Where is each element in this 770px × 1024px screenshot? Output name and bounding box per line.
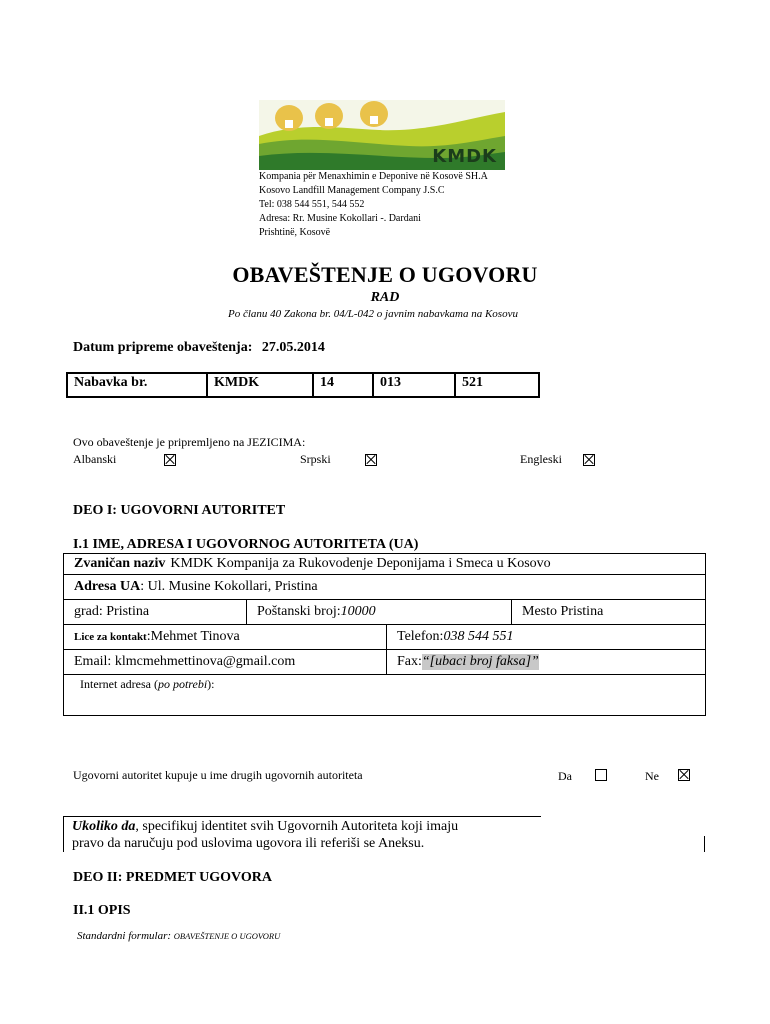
- contact-person-value: :Mehmet Tinova: [146, 629, 240, 644]
- email-fax-row: [64, 650, 705, 675]
- language-english-label: Engleski: [520, 452, 562, 466]
- box-right-border: [704, 836, 705, 852]
- box-left-border: [63, 816, 64, 852]
- procurement-number-label: Nabavka br.: [68, 374, 208, 396]
- other-authorities-line-2: pravo da naručuju pod uslovima ugovora ili referiši se Aneksu.: [72, 836, 425, 851]
- internet-address-label: Internet adresa (: [80, 677, 158, 691]
- behalf-no-checkbox[interactable]: [678, 769, 690, 781]
- procurement-number-part-4[interactable]: 521: [462, 375, 483, 390]
- behalf-question: Ugovorni autoritet kupuje u ime drugih ugovornih autoriteta: [73, 768, 363, 782]
- preparation-date-value: 27.05.2014: [261, 340, 325, 355]
- company-line-name-en: Kosovo Landfill Management Company J.S.C: [259, 185, 445, 196]
- procurement-number-part-2[interactable]: 14: [314, 374, 374, 396]
- language-albanian-checkbox[interactable]: [164, 454, 176, 466]
- fax-field[interactable]: [387, 650, 705, 674]
- address-value: : Ul. Musine Kokollari, Pristina: [140, 579, 318, 594]
- behalf-yes-checkbox[interactable]: [595, 769, 607, 781]
- part-2-heading: DEO II: PREDMET UGOVORA: [73, 870, 272, 885]
- procurement-number-part-3[interactable]: 013: [374, 374, 456, 396]
- phone-field[interactable]: [387, 625, 705, 649]
- phone-value: 038 544 551: [443, 629, 514, 644]
- box-top-border: [63, 816, 541, 817]
- contact-person-label: Lice za kontakt: [74, 631, 147, 643]
- standard-form-note: [77, 930, 280, 942]
- company-line-city: Prishtinë, Kosovë: [259, 227, 331, 238]
- fax-label: Fax:: [397, 654, 422, 669]
- part-1-subheading: I.1 IME, ADRESA I UGOVORNOG AUTORITETA (UA): [73, 537, 419, 552]
- company-line-name-sq: Kompania për Menaxhimin e Deponive në Kosovë SH.A: [259, 171, 488, 182]
- standard-form-label: Standardni formular:: [77, 930, 172, 942]
- language-english-checkbox[interactable]: [583, 454, 595, 466]
- city-field[interactable]: grad: Pristina: [64, 600, 247, 624]
- document-subtitle: RAD: [370, 290, 400, 305]
- language-serbian-checkbox[interactable]: [365, 454, 377, 466]
- official-name-field[interactable]: [64, 554, 551, 574]
- internet-address-end: ):: [207, 677, 215, 691]
- behalf-no-label: Ne: [645, 769, 659, 783]
- procurement-number-part-1[interactable]: KMDK: [208, 374, 314, 396]
- company-logo: [259, 100, 505, 170]
- place-field[interactable]: Mesto Pristina: [522, 604, 604, 619]
- procurement-number-table: [66, 372, 540, 398]
- phone-label: Telefon:: [397, 629, 444, 644]
- other-authorities-text: [72, 818, 458, 852]
- internet-row: [64, 675, 705, 715]
- official-name-row: [64, 554, 705, 575]
- address-field[interactable]: [64, 575, 318, 599]
- company-line-phone: Tel: 038 544 551, 544 552: [259, 199, 365, 210]
- contact-person-field[interactable]: [64, 625, 387, 649]
- other-authorities-lead: Ukoliko da: [72, 819, 136, 834]
- postal-code-field[interactable]: [247, 600, 512, 624]
- other-authorities-box: [63, 816, 705, 852]
- official-name-value: KMDK Kompanija za Rukovodenje Deponijama i Smeca u Kosovo: [170, 556, 551, 571]
- company-address-block: [259, 170, 488, 240]
- preparation-date: [73, 340, 325, 356]
- city-postal-row: [64, 600, 705, 625]
- postal-code-label: Poštanski broj:: [257, 604, 341, 619]
- behalf-yes-label: Da: [558, 769, 572, 783]
- document-title: OBAVEŠTENJE O UGOVORU: [232, 262, 538, 287]
- company-line-address: Adresa: Rr. Musine Kokollari -. Dardani: [259, 213, 421, 224]
- official-name-label: Zvaničan naziv: [74, 556, 166, 571]
- part-1-heading: DEO I: UGOVORNI AUTORITET: [73, 503, 286, 518]
- postal-code-value: 10000: [340, 604, 376, 619]
- language-serbian-label: Srpski: [300, 452, 331, 466]
- contracting-authority-table: [63, 553, 706, 716]
- part-2-subheading: II.1 OPIS: [73, 903, 131, 918]
- email-field[interactable]: Email: klmcmehmettinova@gmail.com: [64, 650, 387, 674]
- address-label: Adresa UA: [74, 579, 141, 594]
- internet-address-field[interactable]: [64, 677, 215, 715]
- law-reference: Po članu 40 Zakona br. 04/L-042 o javnim nabavkama na Kosovu: [228, 308, 518, 320]
- internet-address-hint: po potrebi: [157, 677, 208, 691]
- standard-form-value: OBAVEŠTENJE O UGOVORU: [173, 931, 281, 941]
- contact-phone-row: [64, 625, 705, 650]
- fax-value: “[ubaci broj faksa]”: [421, 654, 539, 669]
- address-row: [64, 575, 705, 600]
- other-authorities-line-1: , specifikuj identitet svih Ugovornih Autoriteta koji imaju: [135, 819, 459, 834]
- preparation-date-label: Datum pripreme obaveštenja:: [73, 340, 253, 355]
- language-albanian-label: Albanski: [73, 452, 117, 466]
- logo-wordmark: KMDK: [432, 146, 497, 167]
- languages-intro: Ovo obaveštenje je pripremljeno na JEZICIMA:: [73, 435, 306, 449]
